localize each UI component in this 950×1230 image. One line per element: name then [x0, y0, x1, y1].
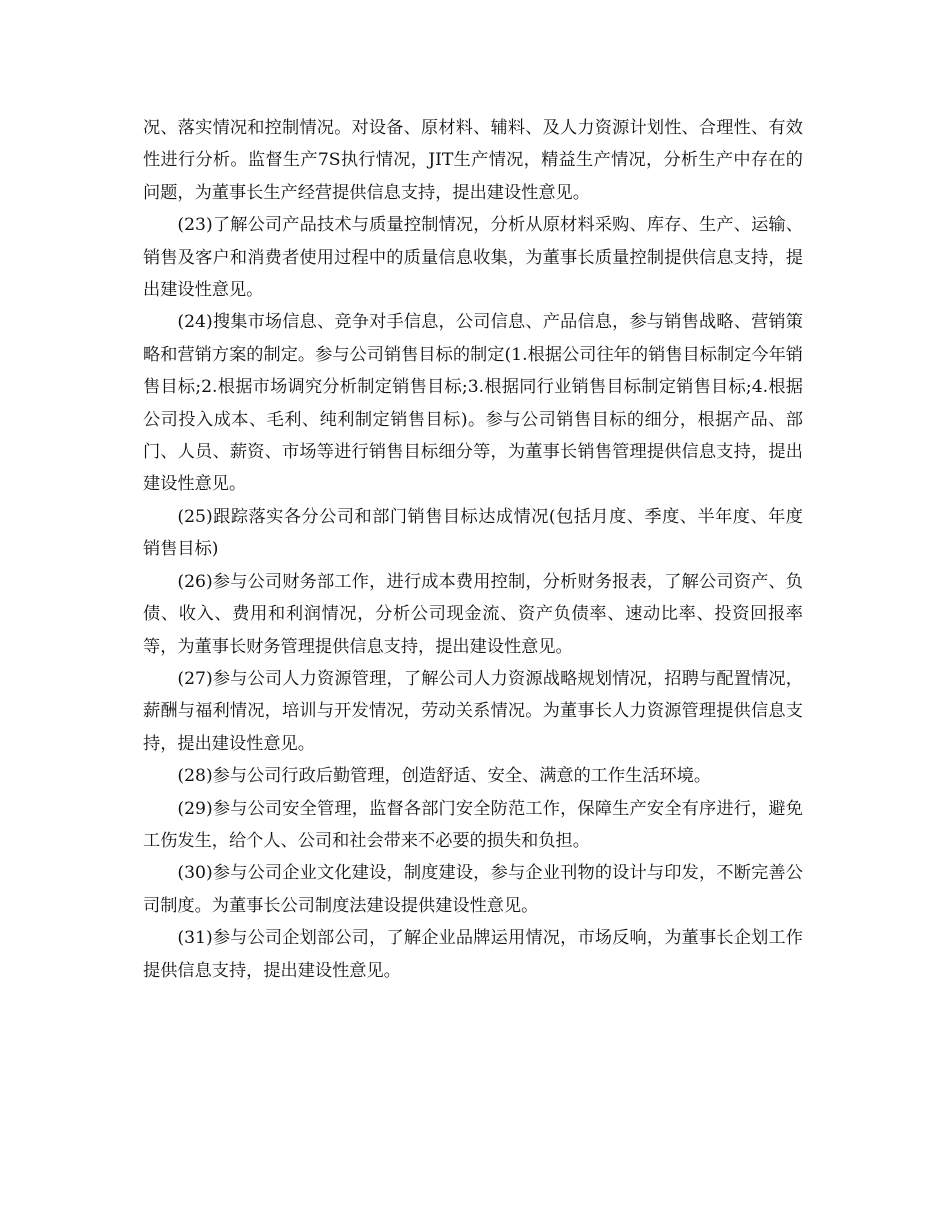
paragraph-item-28: (28)参与公司行政后勤管理，创造舒适、安全、满意的工作生活环境。 — [177, 766, 712, 787]
paragraph-continuation: 况、落实情况和控制情况。对设备、原材料、辅料、及人力资源计划性、合理性、有效性进行分析。监督生产7S执行情况，JIT生产情况，精益生产情况，分析生产中存在的问题，为董事长生产经营提供信息支持，提出建设性意见。 — [143, 118, 803, 203]
paragraph-item-29: (29)参与公司安全管理，监督各部门安全防范工作，保障生产安全有序进行，避免工伤发生，给个人、公司和社会带来不必要的损失和负担。 — [143, 798, 803, 851]
paragraph-item-27: (27)参与公司人力资源管理，了解公司人力资源战略规划情况，招聘与配置情况，薪酬与福利情况，培训与开发情况，劳动关系情况。为董事长人力资源管理提供信息支持，提出建设性意见。 — [143, 668, 803, 754]
paragraph-item-25: (25)跟踪落实各分公司和部门销售目标达成情况(包括月度、季度、半年度、年度销售目标) — [143, 506, 803, 560]
document-body — [143, 112, 803, 987]
paragraph-item-31: (31)参与公司企划部公司，了解企业品牌运用情况，市场反响，为董事长企划工作提供信息支持，提出建设性意见。 — [143, 928, 803, 981]
paragraph-item-23: (23)了解公司产品技术与质量控制情况，分析从原材料采购、库存、生产、运输、销售及客户和消费者使用过程中的质量信息收集，为董事长质量控制提供信息支持，提出建设性意见。 — [143, 215, 803, 301]
paragraph-item-30: (30)参与公司企业文化建设，制度建设，参与企业刊物的设计与印发，不断完善公司制度。为董事长公司制度法建设提供建设性意见。 — [143, 863, 803, 916]
paragraph-item-24: (24)搜集市场信息、竞争对手信息，公司信息、产品信息，参与销售战略、营销策略和营销方案的制定。参与公司销售目标的制定(1.根据公司往年的销售目标制定今年销售目标;2.根据市场调究分析制定销售目标;3.根据同行业销售目标制定销售目标;4.根据公司投入成本、毛利、纯利制定销售目标)。参与公司销售目标的细分，根据产品、部门、人员、薪资、市场等进行销售目标细分等，为董事长销售管理提供信息支持，提出建设性意见。 — [143, 312, 803, 495]
paragraph-item-26: (26)参与公司财务部工作，进行成本费用控制，分析财务报表，了解公司资产、负债、收入、费用和利润情况，分析公司现金流、资产负债率、速动比率、投资回报率等，为董事长财务管理提供信息支持，提出建设性意见。 — [143, 571, 803, 657]
